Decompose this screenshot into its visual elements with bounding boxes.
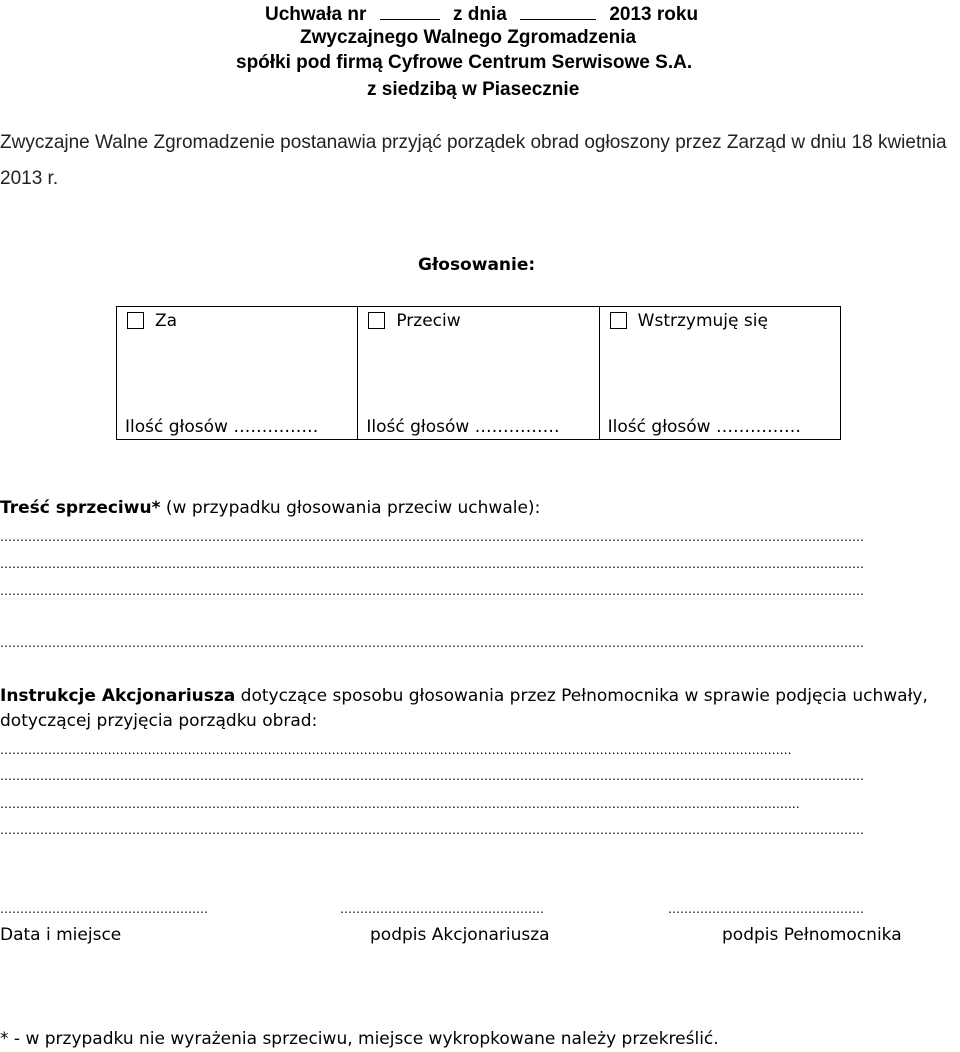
resolution-year: 2013 roku <box>609 4 699 25</box>
vote-option-wstrzymuje <box>599 307 840 440</box>
resolution-number-line <box>265 2 698 26</box>
resolution-number-label: Uchwała nr <box>265 4 367 25</box>
voting-table <box>116 306 841 440</box>
objection-label-rest: (w przypadku głosowania przeciw uchwale): <box>160 498 541 518</box>
instructions-line-2[interactable]: ……………………………………………………………………………………………………………………………………………………………………………………………… <box>0 769 864 783</box>
resolution-date-label: z dnia <box>452 4 507 25</box>
instructions-line-3[interactable]: ……………………………………………….………………………………………………………………………………………………………………………………. <box>0 797 800 811</box>
objection-line-4[interactable]: ……………………………………………………………………………………………………………………………………………………………………………………………… <box>0 636 864 650</box>
company-seat: z siedzibą w Piasecznie <box>367 79 580 100</box>
resolution-text-line1: Zwyczajne Walne Zgromadzenie postanawia przyjąć porządek obrad ogłoszony przez Zarząd w dniu 18 kwietnia <box>0 132 947 153</box>
instructions-heading-line1 <box>0 686 928 706</box>
vote-za-label: Za <box>155 311 178 331</box>
signature-proxy-dots[interactable]: …………………………………………. <box>668 902 864 916</box>
objection-line-3[interactable]: ……………………………………………………………………………………………………………………………………………………………………………………………… <box>0 584 864 598</box>
signature-proxy-label: podpis Pełnomocnika <box>722 925 902 945</box>
instructions-label-rest: dotyczące sposobu głosowania przez Pełnomocnika w sprawie podjęcia uchwały, <box>235 686 928 706</box>
signature-shareholder-dots[interactable]: …………………………………………… <box>340 902 544 916</box>
signature-shareholder-label: podpis Akcjonariusza <box>370 925 550 945</box>
vote-wstrzymuje-count-label[interactable]: Ilość głosów …………… <box>607 417 801 437</box>
meeting-title: Zwyczajnego Walnego Zgromadzenia <box>300 27 637 48</box>
voting-title: Głosowanie: <box>418 255 536 275</box>
objection-label-bold: Treść sprzeciwu* <box>0 498 161 518</box>
vote-wstrzymuje-checkbox[interactable] <box>610 312 627 329</box>
objection-line-2[interactable]: ……………………………………………………………………………………………………………………………………………………………………………………………… <box>0 557 864 571</box>
vote-option-przeciw <box>358 307 599 440</box>
instructions-line-4[interactable]: ……………………………………………………………………………………………………………………………………………………………………………………………… <box>0 823 864 837</box>
instructions-label-bold: Instrukcje Akcjonariusza <box>0 686 236 706</box>
vote-za-checkbox[interactable] <box>127 312 144 329</box>
company-name: spółki pod firmą Cyfrowe Centrum Serwisowe S.A. <box>236 52 693 73</box>
resolution-date-blank <box>520 2 596 20</box>
vote-przeciw-label: Przeciw <box>396 311 461 331</box>
objection-heading <box>0 498 540 518</box>
vote-za-count-label[interactable]: Ilość głosów …………… <box>125 417 319 437</box>
objection-line-1[interactable]: ……………………………………………………………………………………………………………………………………………………………………………………………… <box>0 530 864 544</box>
footnote: * - w przypadku nie wyrażenia sprzeciwu, miejsce wykropkowane należy przekreślić. <box>0 1029 719 1049</box>
signature-date-place-dots[interactable]: ……………………………………………. <box>0 902 208 916</box>
instructions-line-1[interactable]: …………………..…………………………………………………………………………………………………………………………………………………………. <box>0 743 792 757</box>
resolution-number-blank <box>380 2 440 20</box>
vote-wstrzymuje-label: Wstrzymuję się <box>637 311 768 331</box>
signature-date-place-label: Data i miejsce <box>0 925 122 945</box>
instructions-heading-line2: dotyczącej przyjęcia porządku obrad: <box>0 711 318 731</box>
vote-option-za <box>117 307 358 440</box>
vote-przeciw-count-label[interactable]: Ilość głosów …………… <box>366 417 560 437</box>
resolution-text-line2: 2013 r. <box>0 168 59 189</box>
vote-przeciw-checkbox[interactable] <box>368 312 385 329</box>
